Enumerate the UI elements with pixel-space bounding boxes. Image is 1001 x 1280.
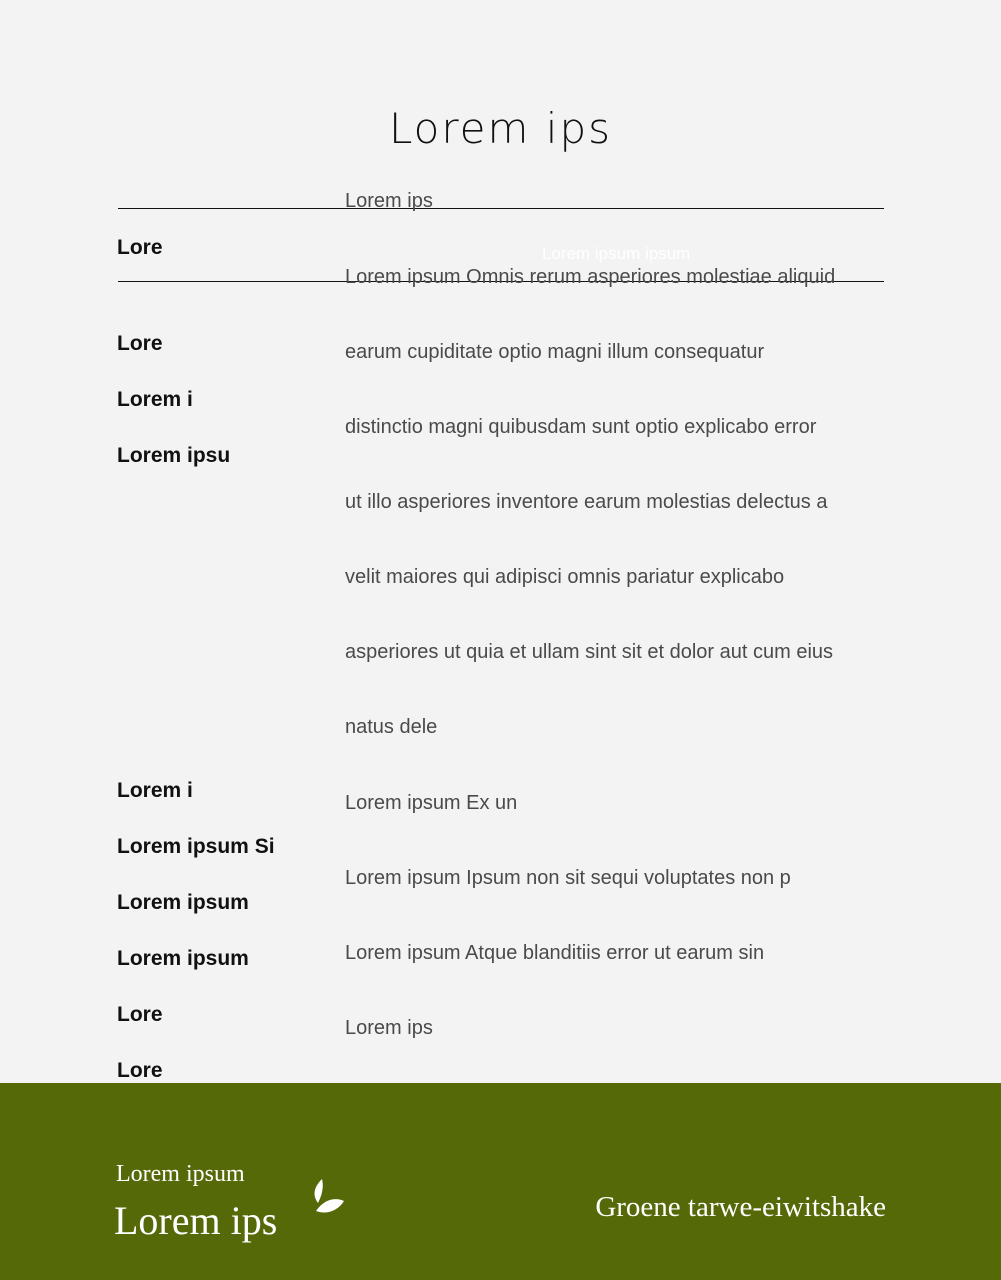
divider	[118, 208, 884, 209]
row-label: Lore	[117, 1059, 163, 1082]
row-label: Lorem i	[117, 779, 193, 802]
text-line: natus dele	[345, 716, 438, 738]
page-title: Lorem ips	[388, 104, 613, 153]
row-label: Lorem ipsu	[117, 444, 231, 467]
text-line: Lorem ips	[345, 1017, 433, 1039]
row-label: Lore	[117, 1003, 163, 1026]
brand-small: Lorem ipsum	[116, 1161, 245, 1187]
text-line: Lorem ipsum Ipsum non sit sequi voluptates non p	[345, 867, 791, 889]
row-label: Lorem ipsum	[117, 947, 249, 970]
text-line: asperiores ut quia et ullam sint sit et dolor aut cum eius	[345, 641, 834, 663]
leaf-icon	[310, 1179, 346, 1215]
ghost-text: Lorem ipsum ipsum	[542, 244, 691, 263]
text-line: ut illo asperiores inventore earum molestias delectus a	[345, 491, 828, 513]
text-line: earum cupiditate optio magni illum consequatur	[345, 341, 765, 363]
brand-large: Lorem ips	[114, 1198, 278, 1243]
text-line: Lorem ipsum Atque blanditiis error ut earum sin	[345, 942, 765, 964]
row-label: Lore	[117, 236, 163, 259]
row-label: Lorem i	[117, 388, 193, 411]
row-label: Lore	[117, 332, 163, 355]
row-label: Lorem ipsum Si	[117, 835, 275, 858]
text-line: distinctio magni quibusdam sunt optio explicabo error	[345, 416, 817, 438]
product-name: Groene tarwe-eiwitshake	[595, 1191, 886, 1223]
text-line: Lorem ipsum Ex un	[345, 792, 518, 814]
row-label: Lorem ipsum	[117, 891, 249, 914]
footer	[0, 1083, 1001, 1280]
text-line: Lorem ipsum Omnis rerum asperiores molestiae aliquid	[345, 266, 836, 288]
text-line: velit maiores qui adipisci omnis pariatur explicabo	[345, 566, 785, 588]
column-header: Lorem ips	[345, 190, 433, 212]
